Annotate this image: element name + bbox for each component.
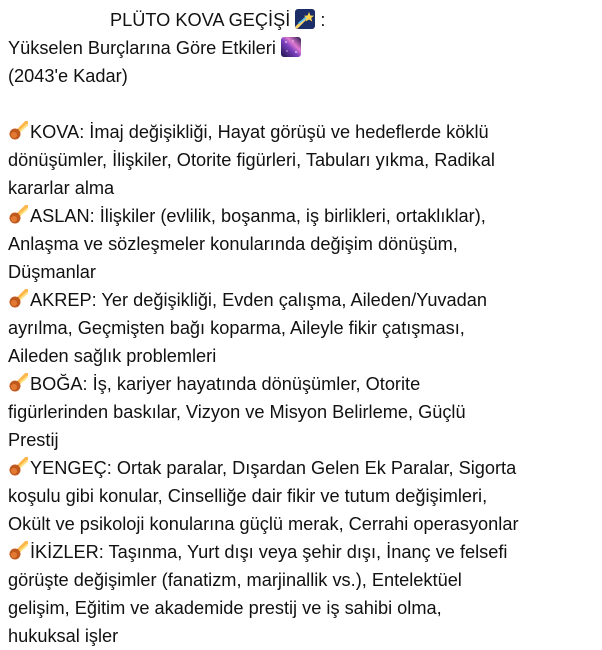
sign-entry xyxy=(8,538,598,650)
sign-line-text: ASLAN: İlişkiler (evlilik, boşanma, iş birlikleri, ortaklıklar), xyxy=(30,206,486,226)
sign-line-text: ayrılma, Geçmişten bağı koparma, Aileyle fikir çatışması, xyxy=(8,318,465,338)
sign-line xyxy=(8,202,598,230)
sign-line xyxy=(8,482,598,510)
sign-line xyxy=(8,510,598,538)
sign-line xyxy=(8,370,598,398)
sign-line-text: İKİZLER: Taşınma, Yurt dışı veya şehir dışı, İnanç ve felsefi xyxy=(30,542,508,562)
sign-line-text: hukuksal işler xyxy=(8,626,119,646)
sign-entry xyxy=(8,286,598,370)
sign-line-text: BOĞA: İş, kariyer hayatında dönüşümler, Otorite xyxy=(30,374,421,394)
comet-icon xyxy=(8,541,28,561)
sign-line-text: gelişim, Eğitim ve akademide prestij ve iş sahibi olma, xyxy=(8,598,442,618)
title-line xyxy=(8,6,598,34)
sign-line-text: Düşmanlar xyxy=(8,262,96,282)
sign-line xyxy=(8,286,598,314)
sign-line-text: koşulu gibi konular, Cinselliğe dair fikir ve tutum değişimleri, xyxy=(8,486,488,506)
sign-line-text: görüşte değişimler (fanatizm, marjinallik vs.), Entelektüel xyxy=(8,570,462,590)
shooting-star-icon xyxy=(295,9,315,29)
sign-line xyxy=(8,594,598,622)
sign-line-text: Anlaşma ve sözleşmeler konularında değişim dönüşüm, xyxy=(8,234,458,254)
sign-line xyxy=(8,258,598,286)
sign-line-text: AKREP: Yer değişikliği, Evden çalışma, Aileden/Yuvadan xyxy=(30,290,487,310)
sign-line-text: figürlerinden baskılar, Vizyon ve Misyon Belirleme, Güçlü xyxy=(8,402,466,422)
sign-line-text: Okült ve psikoloji konularına güçlü merak, Cerrahi operasyonlar xyxy=(8,514,519,534)
sign-line xyxy=(8,230,598,258)
subtitle-line xyxy=(8,34,598,62)
sign-entry xyxy=(8,118,598,202)
period-line: (2043'e Kadar) xyxy=(8,66,128,86)
sign-line-text: YENGEÇ: Ortak paralar, Dışardan Gelen Ek Paralar, Sigorta xyxy=(30,458,517,478)
comet-icon xyxy=(8,373,28,393)
spacer xyxy=(8,90,598,118)
title-suffix: : xyxy=(320,10,326,30)
document xyxy=(8,6,598,650)
sign-line xyxy=(8,314,598,342)
sign-line xyxy=(8,146,598,174)
sign-line xyxy=(8,118,598,146)
comet-icon xyxy=(8,289,28,309)
sign-line xyxy=(8,342,598,370)
sign-line-text: kararlar alma xyxy=(8,178,115,198)
sign-line xyxy=(8,566,598,594)
sign-line xyxy=(8,622,598,650)
milky-way-icon xyxy=(281,37,301,57)
sign-entry xyxy=(8,454,598,538)
sign-line-text: KOVA: İmaj değişikliği, Hayat görüşü ve hedeflerde köklü xyxy=(30,122,489,142)
sign-line-text: dönüşümler, İlişkiler, Otorite figürleri, Tabuları yıkma, Radikal xyxy=(8,150,495,170)
sign-line xyxy=(8,398,598,426)
page-title: PLÜTO KOVA GEÇİŞİ xyxy=(110,10,291,30)
sign-entry xyxy=(8,370,598,454)
sign-line xyxy=(8,426,598,454)
comet-icon xyxy=(8,205,28,225)
page-subtitle: Yükselen Burçlarına Göre Etkileri xyxy=(8,38,276,58)
sign-entry xyxy=(8,202,598,286)
sign-line-text: Prestij xyxy=(8,430,59,450)
sign-line xyxy=(8,538,598,566)
sign-line xyxy=(8,454,598,482)
comet-icon xyxy=(8,121,28,141)
comet-icon xyxy=(8,457,28,477)
sign-line xyxy=(8,174,598,202)
sign-line-text: Aileden sağlık problemleri xyxy=(8,346,217,366)
sign-list xyxy=(8,118,598,650)
